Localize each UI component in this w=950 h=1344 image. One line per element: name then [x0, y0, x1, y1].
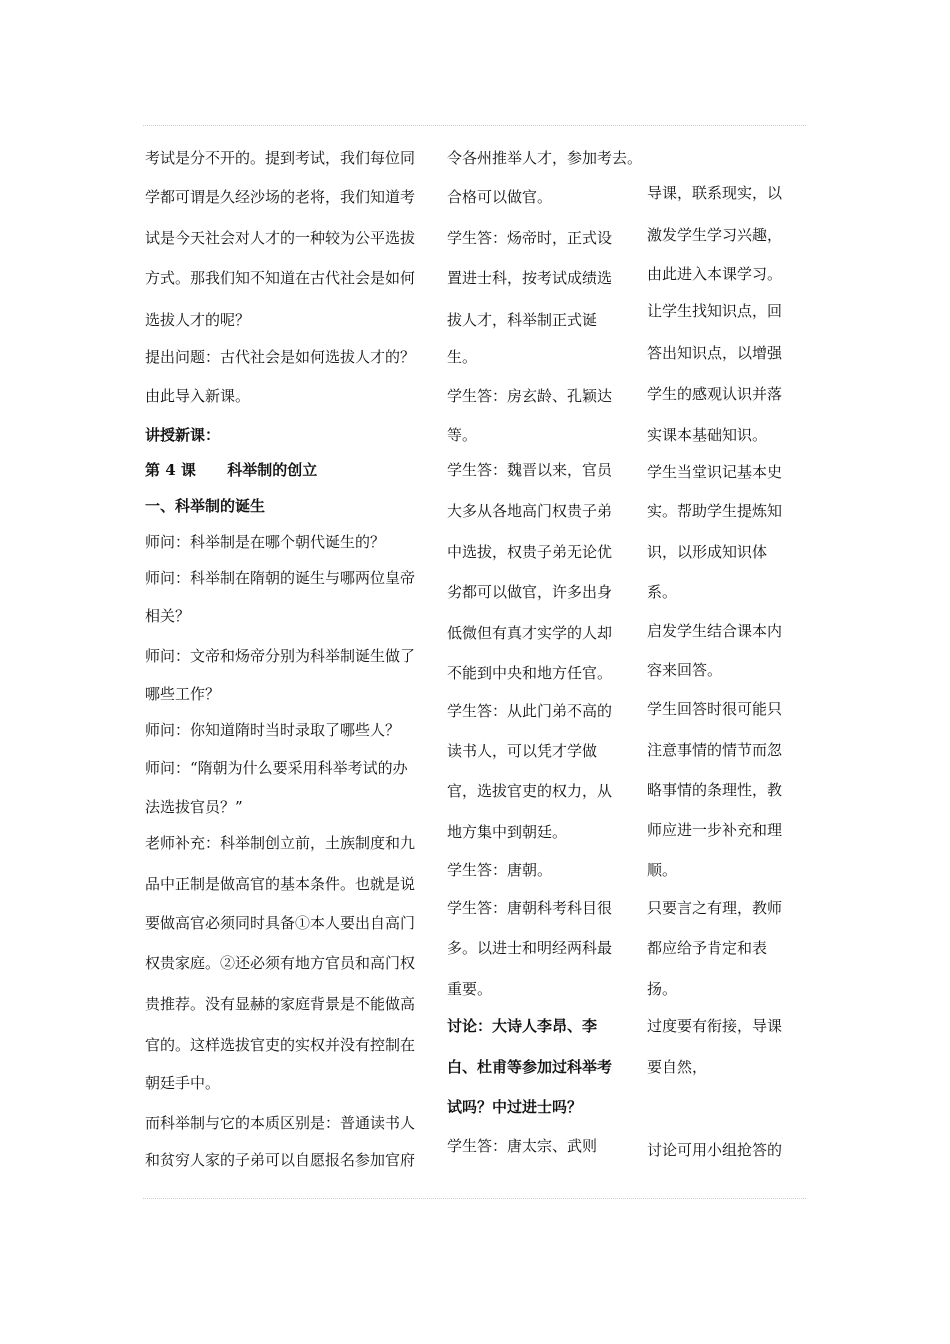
text-line: 而科举制与它的本质区别是：普通读书人	[145, 1114, 416, 1132]
discussion-line: 白、杜甫等参加过科举考	[447, 1058, 613, 1076]
text-line: 和贫穷人家的子弟可以自愿报名参加官府	[145, 1151, 416, 1169]
text-line: 过度要有衔接，导课	[647, 1017, 783, 1035]
text-line: 方式。那我们知不知道在古代社会是如何	[145, 269, 416, 287]
text-line: 试是今天社会对人才的一种较为公平选拔	[145, 229, 416, 247]
text-line: 要自然，	[647, 1058, 708, 1076]
text-line: 顺。	[647, 861, 678, 879]
text-line: 学生答：房玄龄、孔颖达	[447, 387, 613, 405]
text-line: 哪些工作？	[145, 685, 221, 703]
text-line: 讨论可用小组抢答的	[647, 1141, 783, 1159]
text-line: 启发学生结合课本内	[647, 622, 783, 640]
text-line: 贵推荐。没有显赫的家庭背景是不能做高	[145, 995, 416, 1013]
text-line: 要做高官必须同时具备①本人要出自高门	[145, 914, 416, 932]
text-line: 学生答：从此门弟不高的	[447, 702, 613, 720]
subsection-heading: 一、科举制的诞生	[145, 497, 266, 515]
text-line: 学生答：炀帝时，正式设	[447, 229, 613, 247]
text-line: 置进士科，按考试成绩选	[447, 269, 613, 287]
text-line: 选拔人才的呢？	[145, 311, 251, 329]
text-line: 略事情的条理性，教	[647, 781, 783, 799]
text-line: 朝廷手中。	[145, 1074, 221, 1092]
text-line: 生。	[447, 348, 478, 366]
text-line: 读书人，可以凭才学做	[447, 742, 598, 760]
text-line: 学生答：唐朝科考科目很	[447, 899, 613, 917]
text-line: 不能到中央和地方任官。	[447, 664, 613, 682]
text-line: 官，选拔官吏的权力，从	[447, 782, 613, 800]
text-line: 导课，联系现实，以	[647, 184, 783, 202]
text-line: 低微但有真才实学的人却	[447, 624, 613, 642]
text-line: 官的。这样选拔官吏的实权并没有控制在	[145, 1036, 416, 1054]
text-line: 让学生找知识点，回	[647, 302, 783, 320]
text-line: 师问：文帝和炀帝分别为科举制诞生做了	[145, 647, 416, 665]
text-line: 师问：你知道隋时当时录取了哪些人？	[145, 721, 401, 739]
text-line: 老师补充：科举制创立前，土族制度和九	[145, 834, 416, 852]
discussion-line: 试吗？中过进士吗？	[447, 1098, 583, 1116]
text-line: 中选拔，权贵子弟无论优	[447, 543, 613, 561]
text-line: 学生的感观认识并落	[647, 385, 783, 403]
text-line: 考试是分不开的。提到考试，我们每位同	[145, 149, 416, 167]
text-line: 学都可谓是久经沙场的老将，我们知道考	[145, 188, 416, 206]
text-line: 学生答：唐太宗、武则	[447, 1137, 598, 1155]
discussion-line: 讨论：大诗人李昂、李	[447, 1017, 598, 1035]
text-line: 注意事情的情节而忽	[647, 741, 783, 759]
text-line: 合格可以做官。	[447, 188, 553, 206]
text-line: 由此进入本课学习。	[647, 265, 783, 283]
text-line: 师问：“隋朝为什么要采用科举考试的办	[145, 759, 408, 777]
text-line: 提出问题：古代社会是如何选拔人才的？	[145, 348, 416, 366]
text-line: 答出知识点，以增强	[647, 344, 783, 362]
text-line: 只要言之有理，教师	[647, 899, 783, 917]
text-line: 品中正制是做高官的基本条件。也就是说	[145, 875, 416, 893]
text-line: 师问：科举制在隋朝的诞生与哪两位皇帝	[145, 569, 416, 587]
text-line: 多。以进士和明经两科最	[447, 939, 613, 957]
text-line: 由此导入新课。	[145, 387, 251, 405]
lesson-title: 第 4 课 科举制的创立	[145, 461, 318, 479]
text-line: 实。帮助学生提炼知	[647, 502, 783, 520]
text-line: 师应进一步补充和理	[647, 821, 783, 839]
text-line: 师问：科举制是在哪个朝代诞生的？	[145, 533, 386, 551]
text-line: 激发学生学习兴趣，	[647, 226, 783, 244]
text-line: 法选拔官员？”	[145, 798, 243, 816]
text-line: 识，以形成知识体	[647, 543, 768, 561]
text-line: 劣都可以做官，许多出身	[447, 583, 613, 601]
text-line: 大多从各地高门权贵子弟	[447, 502, 613, 520]
text-line: 学生答：唐朝。	[447, 861, 553, 879]
text-line: 令各州推举人才，参加考去。	[447, 149, 643, 167]
text-line: 等。	[447, 426, 478, 444]
text-line: 学生回答时很可能只	[647, 700, 783, 718]
text-line: 学生当堂识记基本史	[647, 463, 783, 481]
text-line: 实课本基础知识。	[647, 426, 768, 444]
text-line: 相关？	[145, 607, 191, 625]
text-line: 地方集中到朝廷。	[447, 823, 568, 841]
top-divider	[143, 125, 806, 126]
text-line: 扬。	[647, 980, 678, 998]
bottom-divider	[143, 1198, 806, 1199]
text-line: 都应给予肯定和表	[647, 939, 768, 957]
text-line: 系。	[647, 583, 678, 601]
text-line: 权贵家庭。②还必须有地方官员和高门权	[145, 954, 416, 972]
text-line: 拔人才，科举制正式诞	[447, 311, 598, 329]
text-line: 重要。	[447, 980, 493, 998]
text-line: 容来回答。	[647, 661, 723, 679]
section-heading: 讲授新课：	[145, 426, 221, 444]
text-line: 学生答：魏晋以来，官员	[447, 461, 613, 479]
